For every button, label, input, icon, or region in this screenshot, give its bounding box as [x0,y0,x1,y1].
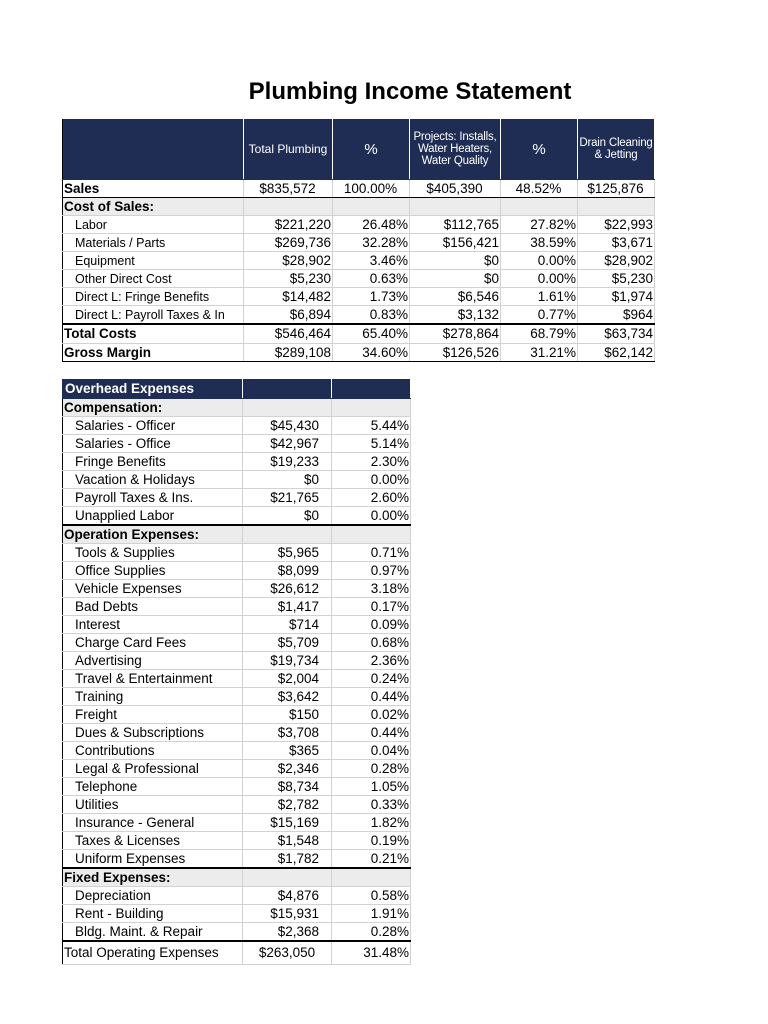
amount-cell: $221,220 [244,216,333,234]
expense-label: Charge Card Fees [63,634,243,652]
percent-cell: 0.44% [332,724,411,742]
percent-cell: 2.30% [332,453,411,471]
expense-label: Advertising [63,652,243,670]
expense-row [63,778,411,796]
percent-cell: 0.21% [332,850,411,869]
expense-row [63,796,411,814]
percent-cell: 0.58% [332,887,411,905]
amount-cell: $289,108 [244,344,333,362]
percent-cell: 1.82% [332,814,411,832]
expense-row [63,507,411,526]
amount-cell: $2,004 [243,670,332,688]
percent-cell: 0.28% [332,760,411,778]
row-label: Total Costs [63,324,244,344]
expense-label: Payroll Taxes & Ins. [63,489,243,507]
expense-label: Interest [63,616,243,634]
amount-cell: $26,612 [243,580,332,598]
expense-label: Taxes & Licenses [63,832,243,850]
expense-label: Bldg. Maint. & Repair [63,923,243,942]
expense-label: Utilities [63,796,243,814]
percent-cell: 0.77% [501,306,578,325]
empty-cell [332,399,411,417]
percent-cell: 32.28% [333,234,410,252]
amount-cell: $150 [243,706,332,724]
gross-margin-row [63,344,655,362]
expense-row [63,652,411,670]
section-row [63,399,411,417]
expense-row [63,580,411,598]
expense-label: Legal & Professional [63,760,243,778]
amount-cell: $19,734 [243,652,332,670]
percent-cell: 0.00% [501,252,578,270]
amount-cell: $2,346 [243,760,332,778]
amount-cell: $3,642 [243,688,332,706]
expense-row [63,598,411,616]
table-header-row [63,119,655,180]
amount-cell: $15,931 [243,905,332,923]
empty-cell [332,525,411,544]
amount-cell: $5,709 [243,634,332,652]
percent-cell: 1.61% [501,288,578,306]
amount-cell: $45,430 [243,417,332,435]
column-header: % [333,119,410,180]
amount-cell: $1,548 [243,832,332,850]
expense-row [63,471,411,489]
page-title: Plumbing Income Statement [248,78,572,105]
amount-cell: $2,368 [243,923,332,942]
expense-label: Dues & Subscriptions [63,724,243,742]
section-label: Fixed Expenses: [63,868,243,887]
amount-cell: $21,765 [243,489,332,507]
percent-cell: 0.09% [332,616,411,634]
expense-label: Office Supplies [63,562,243,580]
expense-label: Bad Debts [63,598,243,616]
amount-cell: $156,421 [410,234,501,252]
cost-row [63,216,655,234]
cost-row [63,252,655,270]
percent-cell: 100.00% [333,180,410,198]
expense-row [63,706,411,724]
percent-cell: 0.00% [332,471,411,489]
expense-row [63,616,411,634]
percent-cell: 0.97% [332,562,411,580]
percent-cell: 31.21% [501,344,578,362]
amount-cell: $835,572 [244,180,333,198]
empty-cell [578,198,655,216]
expense-label: Salaries - Office [63,435,243,453]
expense-row [63,435,411,453]
row-label: Sales [63,180,244,198]
percent-cell: 31.48% [332,941,411,965]
expense-row [63,832,411,850]
amount-cell: $278,864 [410,324,501,344]
expense-label: Insurance - General [63,814,243,832]
sales-row [63,180,655,198]
expense-row [63,544,411,562]
expense-row [63,760,411,778]
percent-cell: 0.68% [332,634,411,652]
total-label: Total Operating Expenses [63,941,243,965]
empty-cell [501,198,578,216]
amount-cell: $6,894 [244,306,333,325]
amount-cell: $8,734 [243,778,332,796]
expense-label: Training [63,688,243,706]
expense-label: Contributions [63,742,243,760]
expense-row [63,417,411,435]
amount-cell: $0 [410,252,501,270]
percent-cell: 0.00% [332,507,411,526]
percent-cell: 0.33% [332,796,411,814]
section-label: Cost of Sales: [63,198,244,216]
expense-label: Freight [63,706,243,724]
income-summary-table [62,118,655,362]
percent-cell: 0.04% [332,742,411,760]
expense-label: Vehicle Expenses [63,580,243,598]
percent-cell: 1.73% [333,288,410,306]
percent-cell: 5.14% [332,435,411,453]
percent-cell: 0.44% [332,688,411,706]
empty-cell [243,399,332,417]
section-label: Operation Expenses: [63,525,243,544]
overhead-header-row [63,379,411,399]
amount-cell: $5,230 [578,270,655,288]
percent-cell: 68.79% [501,324,578,344]
percent-cell: 1.05% [332,778,411,796]
empty-cell [333,198,410,216]
amount-cell: $405,390 [410,180,501,198]
row-label: Other Direct Cost [63,270,244,288]
amount-cell: $1,417 [243,598,332,616]
amount-cell: $15,169 [243,814,332,832]
column-header: Total Plumbing [244,119,333,180]
section-row [63,868,411,887]
amount-cell: $28,902 [578,252,655,270]
expense-row [63,634,411,652]
amount-cell: $1,974 [578,288,655,306]
total-costs-row [63,324,655,344]
percent-cell: 65.40% [333,324,410,344]
amount-cell: $5,230 [244,270,333,288]
expense-row [63,850,411,869]
overhead-title: Overhead Expenses [63,379,243,399]
column-header [63,119,244,180]
amount-cell: $42,967 [243,435,332,453]
percent-cell: 2.60% [332,489,411,507]
percent-cell: 0.24% [332,670,411,688]
cost-row [63,270,655,288]
percent-cell: 0.28% [332,923,411,942]
amount-cell: $6,546 [410,288,501,306]
empty-cell [332,379,411,399]
percent-cell: 38.59% [501,234,578,252]
amount-cell: $3,132 [410,306,501,325]
empty-cell [243,868,332,887]
amount-cell: $546,464 [244,324,333,344]
cost-row [63,234,655,252]
row-label: Equipment [63,252,244,270]
percent-cell: 0.19% [332,832,411,850]
empty-cell [243,379,332,399]
expense-row [63,887,411,905]
row-label: Gross Margin [63,344,244,362]
amount-cell: $0 [243,507,332,526]
amount-cell: $22,993 [578,216,655,234]
percent-cell: 0.17% [332,598,411,616]
row-label: Materials / Parts [63,234,244,252]
cost-row [63,288,655,306]
percent-cell: 26.48% [333,216,410,234]
section-label: Compensation: [63,399,243,417]
amount-cell: $2,782 [243,796,332,814]
percent-cell: 0.71% [332,544,411,562]
section-row [63,525,411,544]
percent-cell: 0.02% [332,706,411,724]
empty-cell [243,525,332,544]
amount-cell: $28,902 [244,252,333,270]
total-operating-expenses-row [63,941,411,965]
amount-cell: $112,765 [410,216,501,234]
expense-label: Depreciation [63,887,243,905]
expense-label: Vacation & Holidays [63,471,243,489]
expense-label: Rent - Building [63,905,243,923]
row-label: Labor [63,216,244,234]
expense-label: Unapplied Labor [63,507,243,526]
amount-cell: $365 [243,742,332,760]
amount-cell: $62,142 [578,344,655,362]
expense-label: Travel & Entertainment [63,670,243,688]
percent-cell: 48.52% [501,180,578,198]
expense-row [63,489,411,507]
amount-cell: $3,671 [578,234,655,252]
amount-cell: $964 [578,306,655,325]
percent-cell: 34.60% [333,344,410,362]
amount-cell: $269,736 [244,234,333,252]
percent-cell: 3.18% [332,580,411,598]
amount-cell: $263,050 [243,941,332,965]
amount-cell: $714 [243,616,332,634]
percent-cell: 0.00% [501,270,578,288]
percent-cell: 5.44% [332,417,411,435]
amount-cell: $0 [243,471,332,489]
expense-row [63,905,411,923]
amount-cell: $14,482 [244,288,333,306]
amount-cell: $126,526 [410,344,501,362]
expense-row [63,688,411,706]
row-label: Direct L: Payroll Taxes & In [63,306,244,325]
expense-label: Salaries - Officer [63,417,243,435]
column-header: Projects: Installs, Water Heaters, Water Quality [410,119,501,180]
column-header: % [501,119,578,180]
column-header: Drain Cleaning & Jetting [578,119,655,180]
percent-cell: 1.91% [332,905,411,923]
empty-cell [332,868,411,887]
amount-cell: $1,782 [243,850,332,869]
cost-row [63,306,655,325]
percent-cell: 2.36% [332,652,411,670]
amount-cell: $19,233 [243,453,332,471]
expense-label: Telephone [63,778,243,796]
expense-row [63,453,411,471]
amount-cell: $8,099 [243,562,332,580]
expense-row [63,670,411,688]
row-label: Direct L: Fringe Benefits [63,288,244,306]
percent-cell: 27.82% [501,216,578,234]
percent-cell: 0.63% [333,270,410,288]
overhead-expenses-table [62,378,411,965]
amount-cell: $0 [410,270,501,288]
cost-of-sales-section [63,198,655,216]
expense-label: Tools & Supplies [63,544,243,562]
amount-cell: $5,965 [243,544,332,562]
expense-row [63,814,411,832]
empty-cell [410,198,501,216]
expense-row [63,923,411,942]
amount-cell: $3,708 [243,724,332,742]
expense-row [63,742,411,760]
percent-cell: 0.83% [333,306,410,325]
expense-label: Uniform Expenses [63,850,243,869]
expense-row [63,724,411,742]
amount-cell: $4,876 [243,887,332,905]
empty-cell [244,198,333,216]
expense-row [63,562,411,580]
expense-label: Fringe Benefits [63,453,243,471]
percent-cell: 3.46% [333,252,410,270]
amount-cell: $125,876 [578,180,655,198]
amount-cell: $63,734 [578,324,655,344]
